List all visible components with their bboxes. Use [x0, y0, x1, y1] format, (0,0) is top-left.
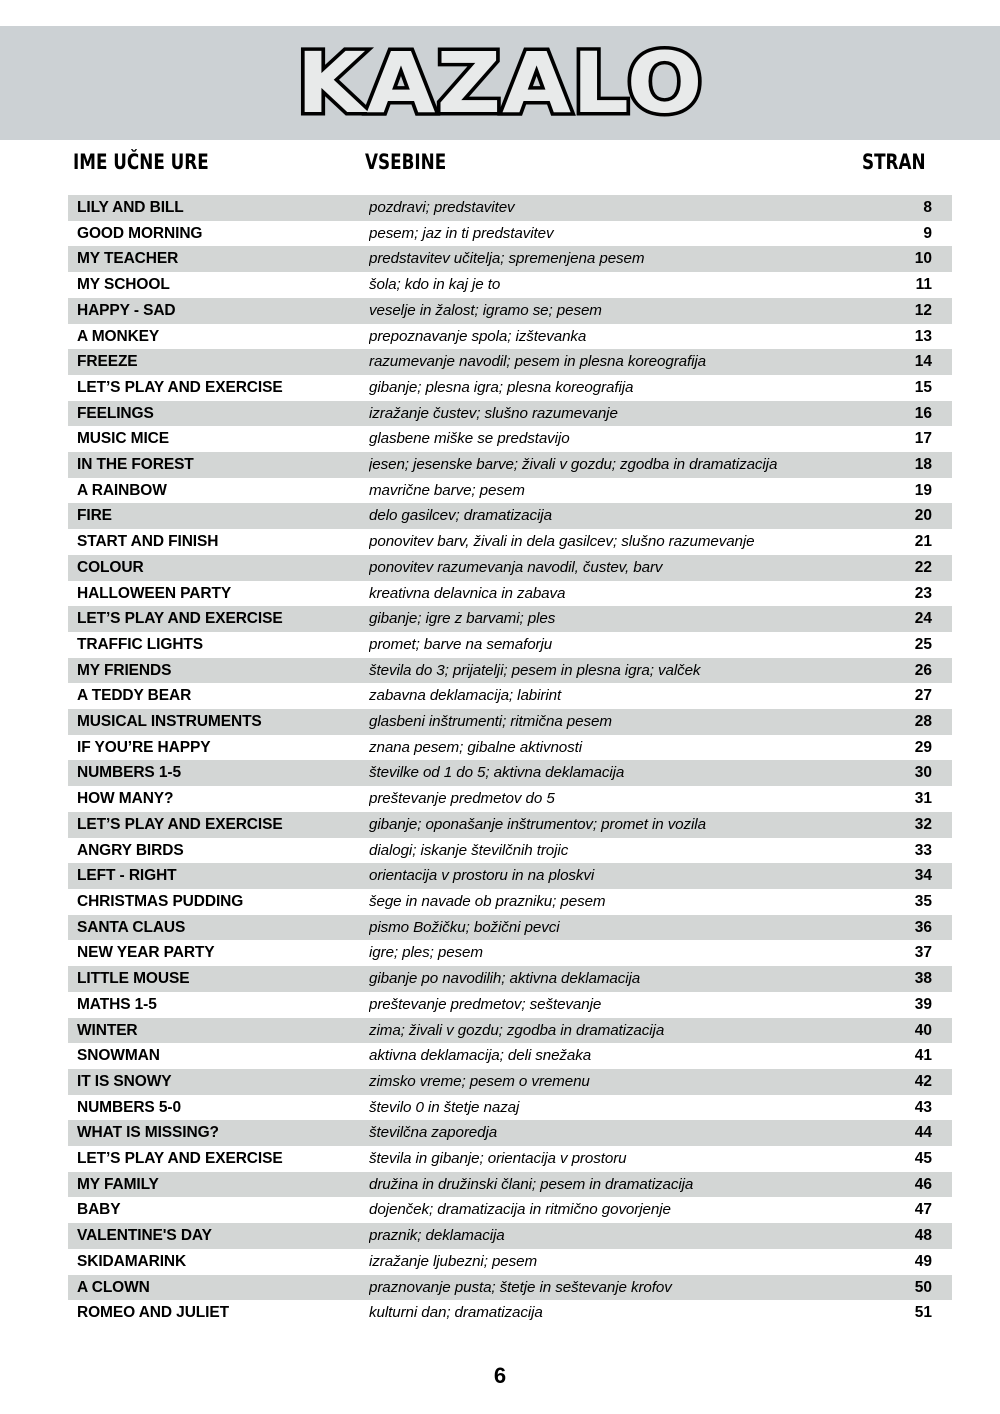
lesson-content-cell: kreativna delavnica in zabava	[369, 584, 566, 602]
table-body	[68, 195, 952, 1326]
lesson-name-cell: A TEDDY BEAR	[77, 687, 192, 705]
lesson-name-cell: ANGRY BIRDS	[77, 841, 184, 859]
lesson-name-cell: SKIDAMARINK	[77, 1252, 187, 1270]
lesson-name-cell: SNOWMAN	[77, 1047, 160, 1065]
lesson-page-cell: 32	[914, 815, 932, 833]
table-row[interactable]	[68, 838, 952, 864]
lesson-content-cell: dialogi; iskanje številčnih trojic	[369, 841, 569, 859]
table-row[interactable]	[68, 1300, 952, 1326]
lesson-content-cell: glasbeni inštrumenti; ritmična pesem	[369, 713, 612, 731]
lesson-name-cell: MUSICAL INSTRUMENTS	[77, 713, 262, 731]
lesson-content-cell: izražanje ljubezni; pesem	[369, 1252, 538, 1270]
lesson-name-cell: MUSIC MICE	[77, 430, 170, 448]
table-row[interactable]	[68, 760, 952, 786]
lesson-content-cell: pozdravi; predstavitev	[369, 199, 515, 216]
lesson-name-cell: START AND FINISH	[77, 533, 219, 551]
lesson-content-cell: kulturni dan; dramatizacija	[369, 1304, 543, 1322]
lesson-content-cell: preštevanje predmetov do 5	[369, 790, 555, 808]
lesson-name-cell: LET’S PLAY AND EXERCISE	[77, 378, 283, 396]
table-row[interactable]	[68, 324, 952, 350]
table-row[interactable]	[68, 658, 952, 684]
lesson-page-cell: 33	[914, 841, 932, 859]
lesson-page-cell: 9	[923, 224, 932, 242]
table-row[interactable]	[68, 1043, 952, 1069]
lesson-content-cell: števila in gibanje; orientacija v prostoru	[369, 1150, 627, 1168]
lesson-page-cell: 14	[914, 353, 932, 371]
lesson-name-cell: FIRE	[77, 507, 112, 525]
lesson-content-cell: gibanje po navodilih; aktivna deklamacija	[369, 970, 641, 988]
lesson-page-cell: 39	[914, 995, 932, 1013]
lesson-page-cell: 46	[914, 1175, 932, 1193]
lesson-content-cell: številčna zaporedja	[369, 1124, 498, 1142]
lesson-page-cell: 28	[914, 713, 932, 731]
table-row[interactable]	[68, 503, 952, 529]
lesson-content-cell: glasbene miške se predstavijo	[369, 430, 570, 448]
lesson-name-cell: A RAINBOW	[77, 481, 167, 499]
lesson-name-cell: IF YOU’RE HAPPY	[77, 738, 211, 756]
lesson-page-cell: 26	[914, 661, 932, 679]
table-row[interactable]	[68, 478, 952, 504]
column-header-name: IME UČNE URE	[73, 150, 209, 174]
lesson-content-cell: pismo Božičku; božični pevci	[369, 918, 560, 936]
table-row[interactable]	[68, 606, 952, 632]
lesson-content-cell: jesen; jesenske barve; živali v gozdu; zgodba in dramatizacija	[369, 456, 778, 474]
table-row[interactable]	[68, 709, 952, 735]
table-row[interactable]	[68, 940, 952, 966]
lesson-page-cell: 45	[914, 1150, 932, 1168]
lesson-page-cell: 29	[914, 738, 932, 756]
lesson-content-cell: družina in družinski člani; pesem in dramatizacija	[369, 1175, 694, 1193]
lesson-name-cell: MATHS 1-5	[77, 995, 157, 1013]
lesson-name-cell: LITTLE MOUSE	[77, 970, 190, 988]
table-row[interactable]	[68, 401, 952, 427]
lesson-content-cell: mavrične barve; pesem	[369, 481, 525, 499]
lesson-content-cell: delo gasilcev; dramatizacija	[369, 507, 552, 525]
lesson-page-cell: 38	[914, 970, 932, 988]
lesson-content-cell: orientacija v prostoru in na ploskvi	[369, 867, 595, 885]
table-row[interactable]	[68, 1146, 952, 1172]
table-row[interactable]	[68, 529, 952, 555]
lesson-content-cell: aktivna deklamacija; deli snežaka	[369, 1047, 592, 1065]
table-row[interactable]	[68, 632, 952, 658]
lesson-content-cell: zabavna deklamacija; labirint	[369, 687, 562, 705]
lesson-name-cell: IT IS SNOWY	[77, 1072, 172, 1090]
table-row[interactable]	[68, 555, 952, 581]
lesson-name-cell: LILY AND BILL	[77, 199, 184, 216]
lesson-content-cell: predstavitev učitelja; spremenjena pesem	[369, 250, 645, 268]
lesson-page-cell: 10	[914, 250, 932, 268]
lesson-page-cell: 21	[914, 533, 932, 551]
table-row[interactable]	[68, 966, 952, 992]
lesson-name-cell: LET’S PLAY AND EXERCISE	[77, 1150, 283, 1168]
lesson-name-cell: HAPPY - SAD	[77, 301, 176, 319]
table-row[interactable]	[68, 992, 952, 1018]
lesson-content-cell: zimsko vreme; pesem o vremenu	[369, 1072, 590, 1090]
lesson-page-cell: 13	[914, 327, 932, 345]
lesson-content-cell: dojenček; dramatizacija in ritmično govorjenje	[369, 1201, 671, 1219]
lesson-name-cell: A CLOWN	[77, 1278, 150, 1296]
page-title: KAZALO	[296, 34, 704, 132]
lesson-name-cell: GOOD MORNING	[77, 224, 203, 242]
lesson-page-cell: 12	[914, 301, 932, 319]
lesson-page-cell: 36	[914, 918, 932, 936]
lesson-content-cell: promet; barve na semaforju	[369, 635, 553, 653]
lesson-page-cell: 30	[914, 764, 932, 782]
lesson-content-cell: šege in navade ob prazniku; pesem	[369, 892, 606, 910]
lesson-page-cell: 34	[914, 867, 932, 885]
lesson-content-cell: preštevanje predmetov; seštevanje	[369, 995, 602, 1013]
lesson-name-cell: ROMEO AND JULIET	[77, 1304, 229, 1322]
lesson-name-cell: BABY	[77, 1201, 121, 1219]
lesson-content-cell: ponovitev razumevanja navodil, čustev, barv	[369, 558, 663, 576]
lesson-page-cell: 11	[915, 276, 932, 294]
table-row[interactable]	[68, 1197, 952, 1223]
lesson-name-cell: LET’S PLAY AND EXERCISE	[77, 610, 283, 628]
lesson-name-cell: IN THE FOREST	[77, 456, 194, 474]
table-row[interactable]	[68, 1249, 952, 1275]
lesson-content-cell: ponovitev barv, živali in dela gasilcev; slušno razumevanje	[369, 533, 755, 551]
table-row[interactable]	[68, 1275, 952, 1301]
lesson-content-cell: praznik; deklamacija	[369, 1227, 505, 1245]
lesson-page-cell: 18	[914, 456, 932, 474]
footer-page-number: 6	[493, 1363, 507, 1388]
lesson-name-cell: NUMBERS 5-0	[77, 1098, 181, 1116]
lesson-content-cell: razumevanje navodil; pesem in plesna koreografija	[369, 353, 707, 371]
lesson-content-cell: pesem; jaz in ti predstavitev	[369, 224, 554, 242]
table-row[interactable]	[68, 375, 952, 401]
table-of-contents	[68, 195, 952, 1326]
lesson-content-cell: števila do 3; prijatelji; pesem in plesna igra; valček	[369, 661, 701, 679]
title-band	[0, 26, 1000, 140]
column-headers	[0, 150, 1000, 188]
lesson-name-cell: MY FRIENDS	[77, 661, 172, 679]
table-row[interactable]	[68, 889, 952, 915]
lesson-page-cell: 44	[914, 1124, 932, 1142]
lesson-name-cell: FREEZE	[77, 353, 138, 371]
table-row[interactable]	[68, 581, 952, 607]
table-row[interactable]	[68, 1018, 952, 1044]
lesson-name-cell: HOW MANY?	[77, 790, 174, 808]
lesson-page-cell: 19	[914, 481, 932, 499]
lesson-page-cell: 43	[914, 1098, 932, 1116]
lesson-content-cell: šola; kdo in kaj je to	[369, 276, 501, 294]
lesson-content-cell: številke od 1 do 5; aktivna deklamacija	[369, 764, 625, 782]
lesson-page-cell: 50	[914, 1278, 932, 1296]
lesson-content-cell: število 0 in štetje nazaj	[369, 1098, 520, 1116]
lesson-page-cell: 23	[914, 584, 932, 602]
table-row[interactable]	[68, 426, 952, 452]
table-row[interactable]	[68, 915, 952, 941]
lesson-page-cell: 22	[914, 558, 932, 576]
lesson-content-cell: prepoznavanje spola; izštevanka	[369, 327, 587, 345]
table-row[interactable]	[68, 786, 952, 812]
lesson-page-cell: 37	[914, 944, 932, 962]
lesson-page-cell: 48	[914, 1227, 932, 1245]
lesson-content-cell: igre; ples; pesem	[369, 944, 483, 962]
lesson-name-cell: HALLOWEEN PARTY	[77, 584, 232, 602]
lesson-name-cell: COLOUR	[77, 558, 144, 576]
lesson-name-cell: NUMBERS 1-5	[77, 764, 181, 782]
lesson-name-cell: LEFT - RIGHT	[77, 867, 177, 885]
table-row[interactable]	[68, 1069, 952, 1095]
lesson-name-cell: MY SCHOOL	[77, 276, 170, 294]
lesson-name-cell: VALENTINE'S DAY	[77, 1227, 212, 1245]
lesson-content-cell: gibanje; igre z barvami; ples	[369, 610, 556, 628]
table-row[interactable]	[68, 683, 952, 709]
lesson-page-cell: 31	[914, 790, 932, 808]
lesson-page-cell: 15	[914, 378, 932, 396]
table-row[interactable]	[68, 863, 952, 889]
lesson-name-cell: FEELINGS	[77, 404, 154, 422]
lesson-name-cell: MY TEACHER	[77, 250, 179, 268]
lesson-name-cell: WINTER	[77, 1021, 138, 1039]
column-header-page: STRAN	[862, 150, 926, 174]
lesson-name-cell: TRAFFIC LIGHTS	[77, 635, 204, 653]
lesson-page-cell: 20	[914, 507, 932, 525]
lesson-content-cell: praznovanje pusta; štetje in seštevanje krofov	[369, 1278, 672, 1296]
lesson-content-cell: gibanje; plesna igra; plesna koreografija	[369, 378, 634, 396]
lesson-name-cell: NEW YEAR PARTY	[77, 944, 215, 962]
table-row[interactable]	[68, 272, 952, 298]
lesson-page-cell: 49	[914, 1252, 932, 1270]
lesson-page-cell: 47	[914, 1201, 932, 1219]
table-row[interactable]	[68, 1223, 952, 1249]
lesson-page-cell: 8	[923, 199, 932, 216]
lesson-name-cell: WHAT IS MISSING?	[77, 1124, 219, 1142]
table-row[interactable]	[68, 349, 952, 375]
lesson-content-cell: zima; živali v gozdu; zgodba in dramatizacija	[369, 1021, 665, 1039]
table-row[interactable]	[68, 1172, 952, 1198]
lesson-content-cell: gibanje; oponašanje inštrumentov; promet in vozila	[369, 815, 706, 833]
lesson-name-cell: CHRISTMAS PUDDING	[77, 892, 244, 910]
lesson-page-cell: 35	[914, 892, 932, 910]
table-row[interactable]	[68, 195, 952, 221]
lesson-name-cell: LET’S PLAY AND EXERCISE	[77, 815, 283, 833]
lesson-page-cell: 27	[914, 687, 932, 705]
table-row[interactable]	[68, 1095, 952, 1121]
lesson-page-cell: 40	[914, 1021, 932, 1039]
table-row[interactable]	[68, 1120, 952, 1146]
lesson-page-cell: 51	[914, 1304, 932, 1322]
table-row[interactable]	[68, 812, 952, 838]
lesson-page-cell: 17	[914, 430, 932, 448]
table-row[interactable]	[68, 735, 952, 761]
lesson-page-cell: 24	[914, 610, 932, 628]
lesson-content-cell: izražanje čustev; slušno razumevanje	[369, 404, 618, 422]
lesson-page-cell: 41	[914, 1047, 932, 1065]
lesson-content-cell: znana pesem; gibalne aktivnosti	[369, 738, 583, 756]
table-row[interactable]	[68, 452, 952, 478]
lesson-name-cell: SANTA CLAUS	[77, 918, 186, 936]
lesson-name-cell: A MONKEY	[77, 327, 160, 345]
column-header-content: VSEBINE	[365, 150, 447, 174]
lesson-page-cell: 16	[914, 404, 932, 422]
lesson-page-cell: 25	[914, 635, 932, 653]
table-row[interactable]	[68, 298, 952, 324]
lesson-content-cell: veselje in žalost; igramo se; pesem	[369, 301, 602, 319]
lesson-name-cell: MY FAMILY	[77, 1175, 159, 1193]
lesson-page-cell: 42	[914, 1072, 932, 1090]
table-row[interactable]	[68, 221, 952, 247]
table-row[interactable]	[68, 246, 952, 272]
